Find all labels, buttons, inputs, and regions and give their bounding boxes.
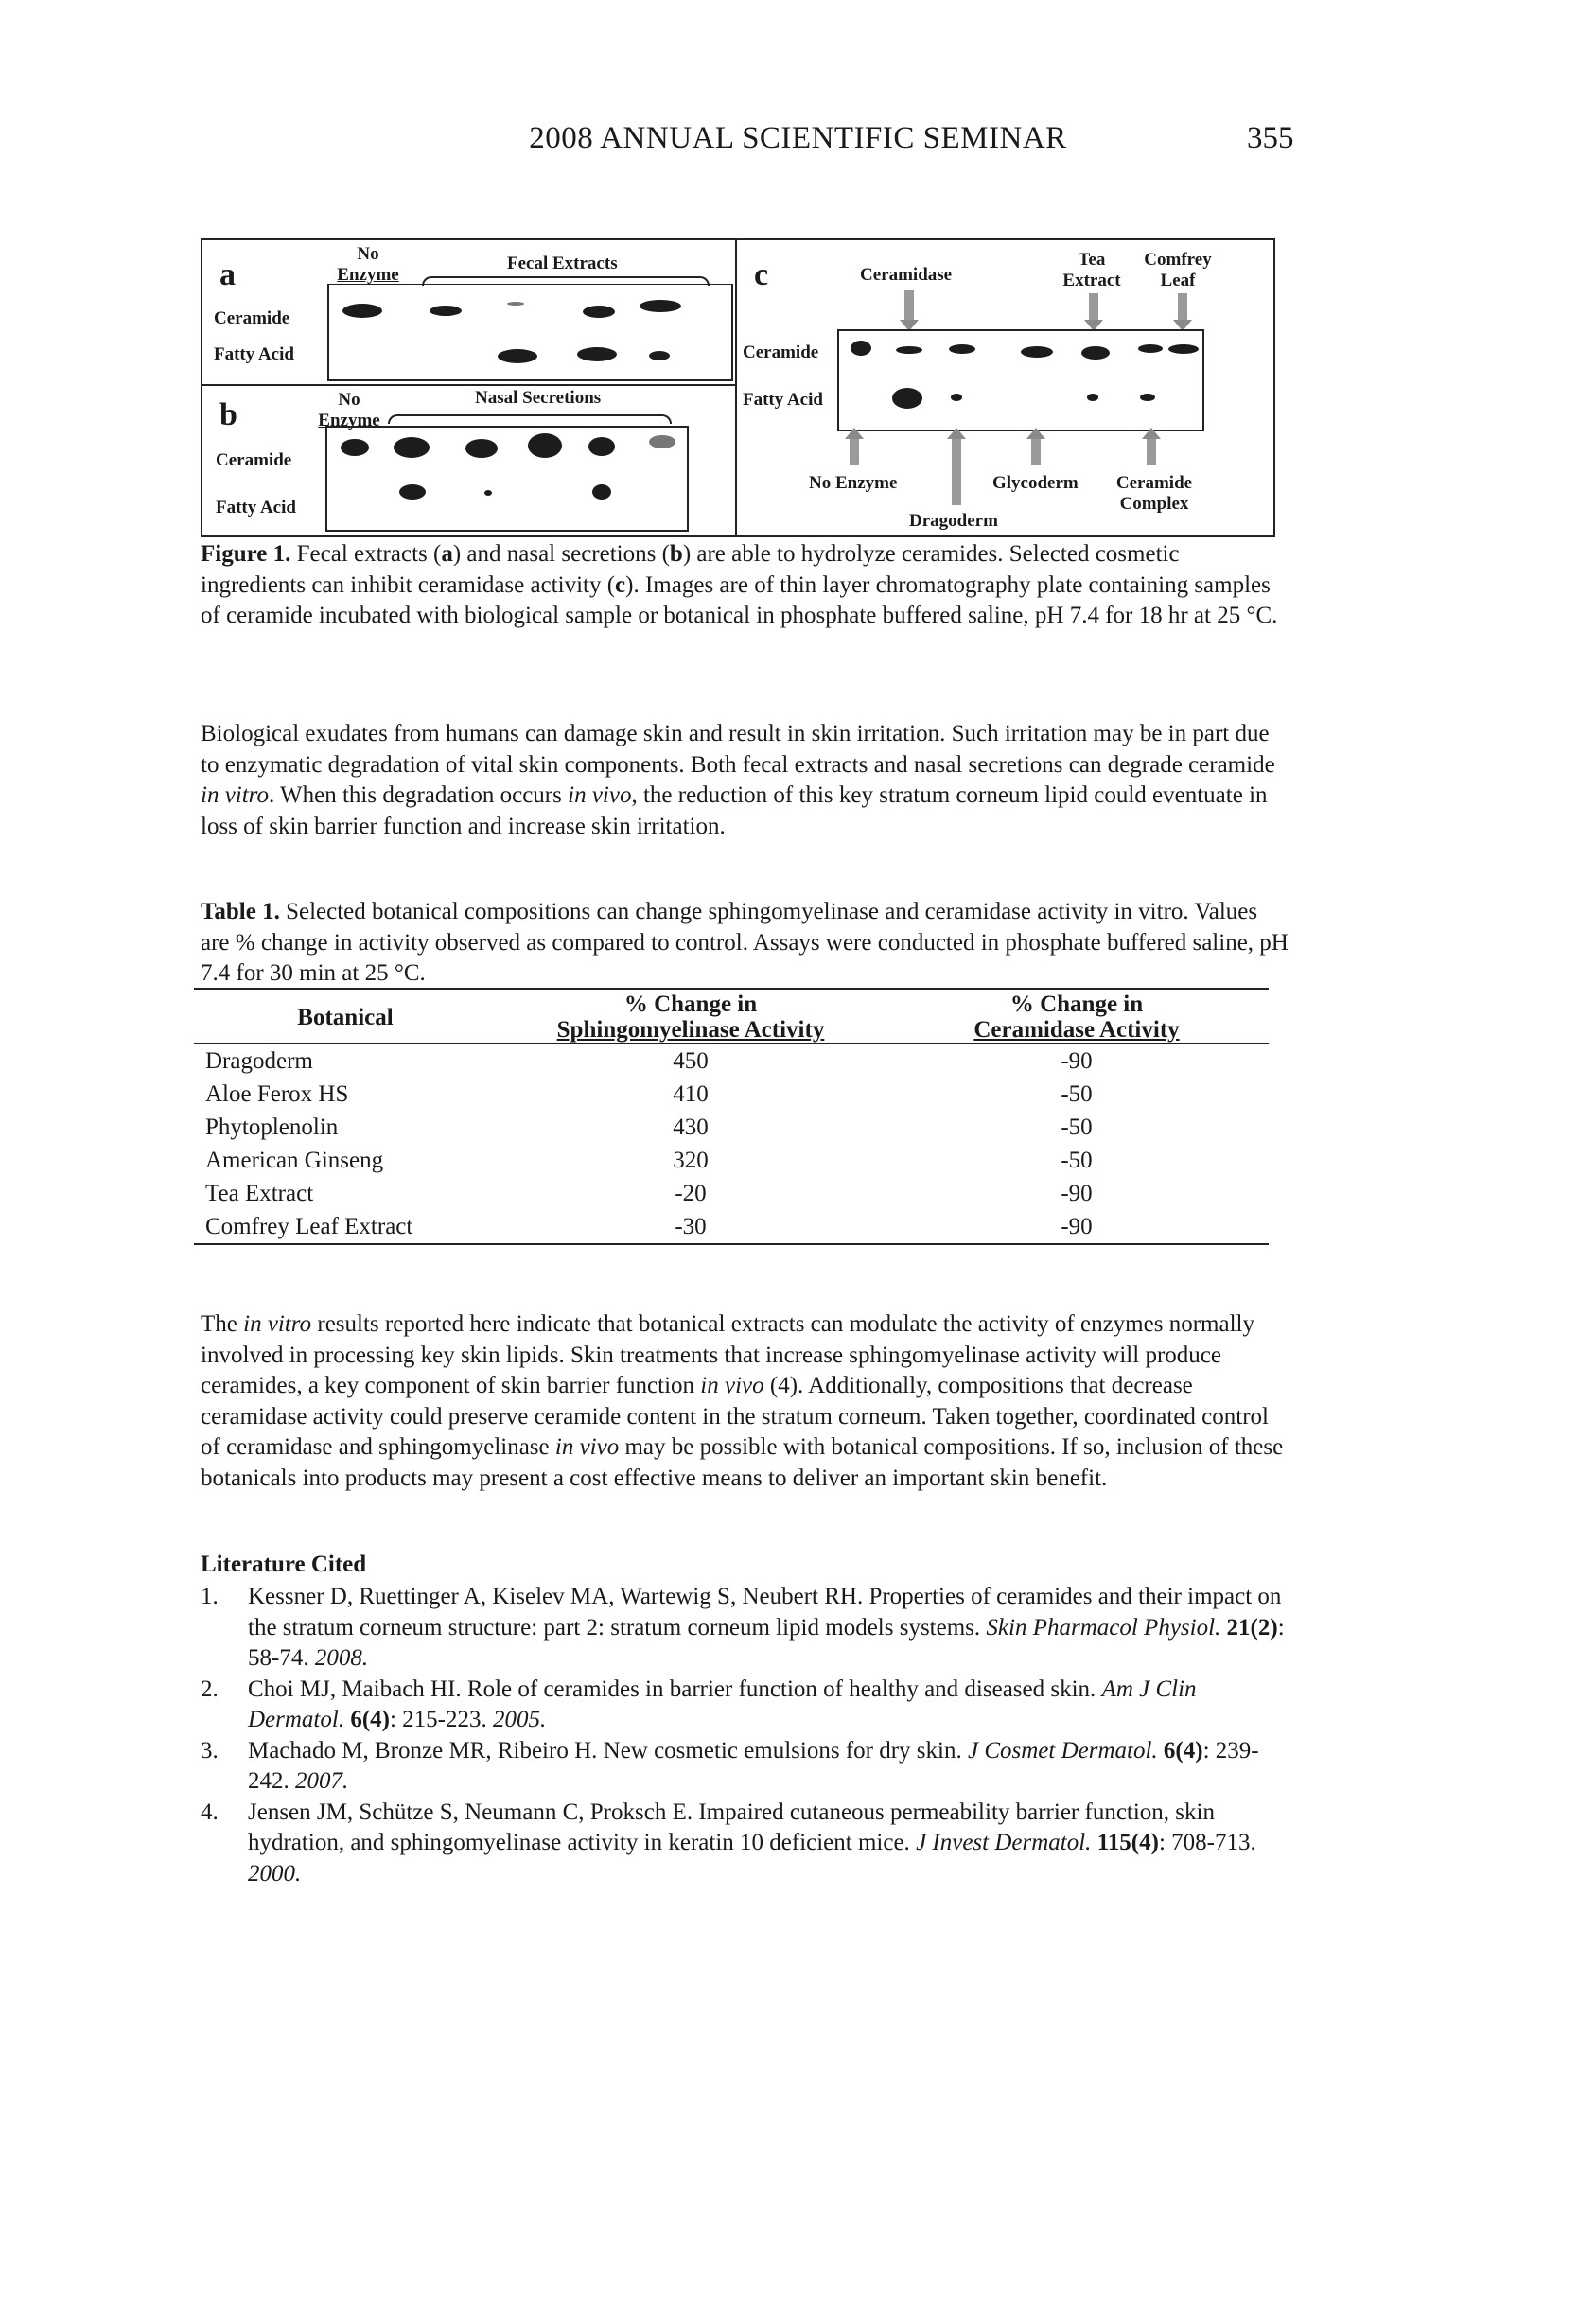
spot — [851, 341, 871, 356]
spot — [896, 346, 922, 354]
sphingomyelinase-value: 410 — [673, 1081, 709, 1107]
spot — [528, 433, 562, 458]
spot — [394, 437, 430, 458]
sphingomyelinase-value: -20 — [675, 1181, 707, 1206]
row-label-ceramide: Ceramide — [214, 308, 290, 328]
spot — [498, 349, 537, 363]
ceramide-complex-label: Ceramide Complex — [1115, 473, 1193, 514]
botanical-activity-table — [194, 988, 1269, 1245]
spot — [484, 490, 492, 496]
sphingomyelinase-value: 430 — [673, 1114, 709, 1140]
figure-panel-a — [202, 240, 735, 386]
spot — [583, 306, 615, 318]
table-row — [194, 1044, 1269, 1078]
body-paragraph-2: The in vitro results reported here indicate that botanical extracts can modulate the activity of enzymes normally involved in processing key skin lipids. Skin treatments that increase sphingomyelinase activity will produce ceramides, a key component of skin barrier function in vivo (4). Additionally, compositions that decrease ceramidase activity could preserve ceramide content in the stratum corneum. Taken together, coordinated control of ceramidase and sphingomyelinase in vivo may be possible with botanical compositions. If so, inclusion of these botanicals into products may present a cost effective means to deliver an important skin benefit. — [201, 1311, 1284, 1491]
spot — [342, 304, 382, 318]
tlc-plate-b — [325, 426, 689, 532]
spot — [949, 344, 975, 354]
running-title: 2008 ANNUAL SCIENTIFIC SEMINAR — [529, 121, 1067, 155]
no-enzyme-label-a: No Enzyme — [337, 244, 399, 285]
botanical-name: American Ginseng — [205, 1148, 384, 1173]
figure-panel-b — [202, 386, 735, 535]
table-row — [194, 1144, 1269, 1177]
arrow-down-icon — [1089, 293, 1098, 322]
table-row — [194, 1078, 1269, 1111]
row-label-fatty-acid: Fatty Acid — [214, 344, 294, 364]
arrow-up-icon — [1031, 437, 1041, 465]
row-label-ceramide: Ceramide — [216, 450, 292, 470]
reference-item: 2. Choi MJ, Maibach HI. Role of ceramides in barrier function of healthy and diseased skin. Am J Clin Dermatol. 6(4): 215-223. 2005. — [201, 1676, 1197, 1732]
spot — [649, 435, 675, 448]
ceramidase-value: -90 — [1061, 1181, 1093, 1206]
header-ceramidase: % Change in Ceramidase Activity — [973, 992, 1180, 1043]
figure-label: Figure 1. — [201, 541, 291, 567]
spot — [399, 484, 426, 500]
dragoderm-label: Dragoderm — [909, 511, 998, 531]
spot — [1087, 394, 1098, 401]
tlc-plate-c — [837, 329, 1204, 431]
botanical-name: Phytoplenolin — [205, 1114, 339, 1140]
table-row — [194, 1111, 1269, 1144]
reference-item: 3. Machado M, Bronze MR, Ribeiro H. New cosmetic emulsions for dry skin. J Cosmet Dermatol. 6(4): 239-242. 2007. — [201, 1737, 1259, 1794]
sphingomyelinase-value: 450 — [673, 1048, 709, 1074]
arrow-down-icon — [904, 290, 914, 322]
spot — [588, 437, 615, 456]
sphingomyelinase-value: 320 — [673, 1148, 709, 1173]
reference-item: 1. Kessner D, Ruettinger A, Kiselev MA, Wartewig S, Neubert RH. Properties of ceramides and their impact on the stratum corneum structure: part 2: stratum corneum lipid models systems. Skin Pharmacol Physiol. 21(2): 58-74. 2008. — [201, 1584, 1285, 1671]
spot — [1021, 346, 1053, 358]
panel-letter-b: b — [219, 397, 237, 432]
botanical-name: Tea Extract — [205, 1181, 314, 1206]
reference-list — [201, 1582, 1289, 1889]
reference-item: 4. Jensen JM, Schütze S, Neumann C, Proksch E. Impaired cutaneous permeability barrier function, skin hydration, and sphingomyelinase activity in keratin 10 deficient mice. J Invest Dermatol. 115(4): 708-713. 2000. — [201, 1799, 1256, 1887]
spot — [892, 388, 922, 409]
ceramidase-value: -50 — [1061, 1148, 1093, 1173]
nasal-secretions-brace — [388, 414, 672, 424]
fecal-extracts-label: Fecal Extracts — [507, 254, 618, 273]
arrow-up-icon — [850, 437, 859, 465]
spot — [1138, 344, 1163, 353]
row-label-fatty-acid: Fatty Acid — [743, 390, 823, 410]
spot — [1168, 344, 1199, 354]
spot — [465, 439, 498, 458]
glycoderm-label: Glycoderm — [992, 473, 1079, 493]
arrow-down-icon — [1178, 293, 1187, 322]
page-number: 355 — [1247, 121, 1294, 155]
panel-letter-c: c — [754, 257, 769, 292]
botanical-name: Aloe Ferox HS — [205, 1081, 349, 1107]
tea-extract-label: Tea Extract — [1062, 250, 1121, 290]
ceramidase-value: -50 — [1061, 1081, 1093, 1107]
table-caption: Table 1. Selected botanical compositions can change sphingomyelinase and ceramidase activity in vitro. Values are % change in activity observed as compared to control. Assays were conducted in phosphate buffered saline, pH 7.4 for 30 min at 25 °C. — [201, 899, 1289, 986]
sphingomyelinase-value: -30 — [675, 1214, 707, 1239]
spot — [649, 351, 670, 360]
nasal-secretions-label: Nasal Secretions — [475, 388, 602, 408]
comfrey-leaf-label: Comfrey Leaf — [1144, 250, 1212, 290]
tlc-plate-a — [327, 284, 733, 381]
arrow-up-icon — [952, 437, 961, 505]
body-paragraph-1: Biological exudates from humans can damage skin and result in skin irritation. Such irritation may be in part due to enzymatic degradation of vital skin components. Both fecal extracts and nasal secretions can degrade ceramide in vitro. When this degradation occurs in vivo, the reduction of this key stratum corneum lipid could eventuate in loss of skin barrier function and increase skin irritation. — [201, 721, 1275, 839]
spot — [341, 439, 369, 456]
spot — [951, 394, 962, 401]
spot — [592, 484, 611, 500]
table-header-row — [194, 989, 1269, 1044]
figure-panels-ab — [202, 240, 737, 535]
spot — [507, 302, 524, 306]
spot — [640, 300, 681, 312]
ceramidase-value: -90 — [1061, 1048, 1093, 1074]
spot — [430, 306, 462, 316]
panel-letter-a: a — [219, 257, 236, 292]
header-botanical: Botanical — [297, 1004, 394, 1030]
figure-panel-c — [737, 240, 1273, 535]
header-sphingomyelinase: % Change in Sphingomyelinase Activity — [556, 992, 825, 1043]
table-row — [194, 1177, 1269, 1210]
figure-1 — [201, 238, 1275, 537]
table-label: Table 1. — [201, 899, 280, 924]
spot — [577, 347, 617, 361]
ceramidase-value: -50 — [1061, 1114, 1093, 1140]
row-label-fatty-acid: Fatty Acid — [216, 498, 296, 518]
row-label-ceramide: Ceramide — [743, 342, 819, 362]
spot — [1081, 346, 1110, 360]
botanical-name: Comfrey Leaf Extract — [205, 1214, 413, 1239]
no-enzyme-label-b: No Enzyme — [318, 390, 380, 430]
spot — [1140, 394, 1155, 401]
table-row — [194, 1210, 1269, 1244]
ceramidase-value: -90 — [1061, 1214, 1093, 1239]
arrow-up-icon — [1147, 437, 1156, 465]
ceramidase-label: Ceramidase — [860, 265, 953, 285]
literature-cited-heading: Literature Cited — [201, 1552, 367, 1577]
no-enzyme-label-c: No Enzyme — [809, 473, 898, 493]
figure-caption: Figure 1. Fecal extracts (a) and nasal secretions (b) are able to hydrolyze ceramides. Selected cosmetic ingredients can inhibit ceramidase activity (c). Images are of thin layer chromatography plate containing samples of ceramide incubated with biological sample or botanical in phosphate buffered saline, pH 7.4 for 18 hr at 25 °C. — [201, 541, 1278, 628]
botanical-name: Dragoderm — [205, 1048, 313, 1074]
